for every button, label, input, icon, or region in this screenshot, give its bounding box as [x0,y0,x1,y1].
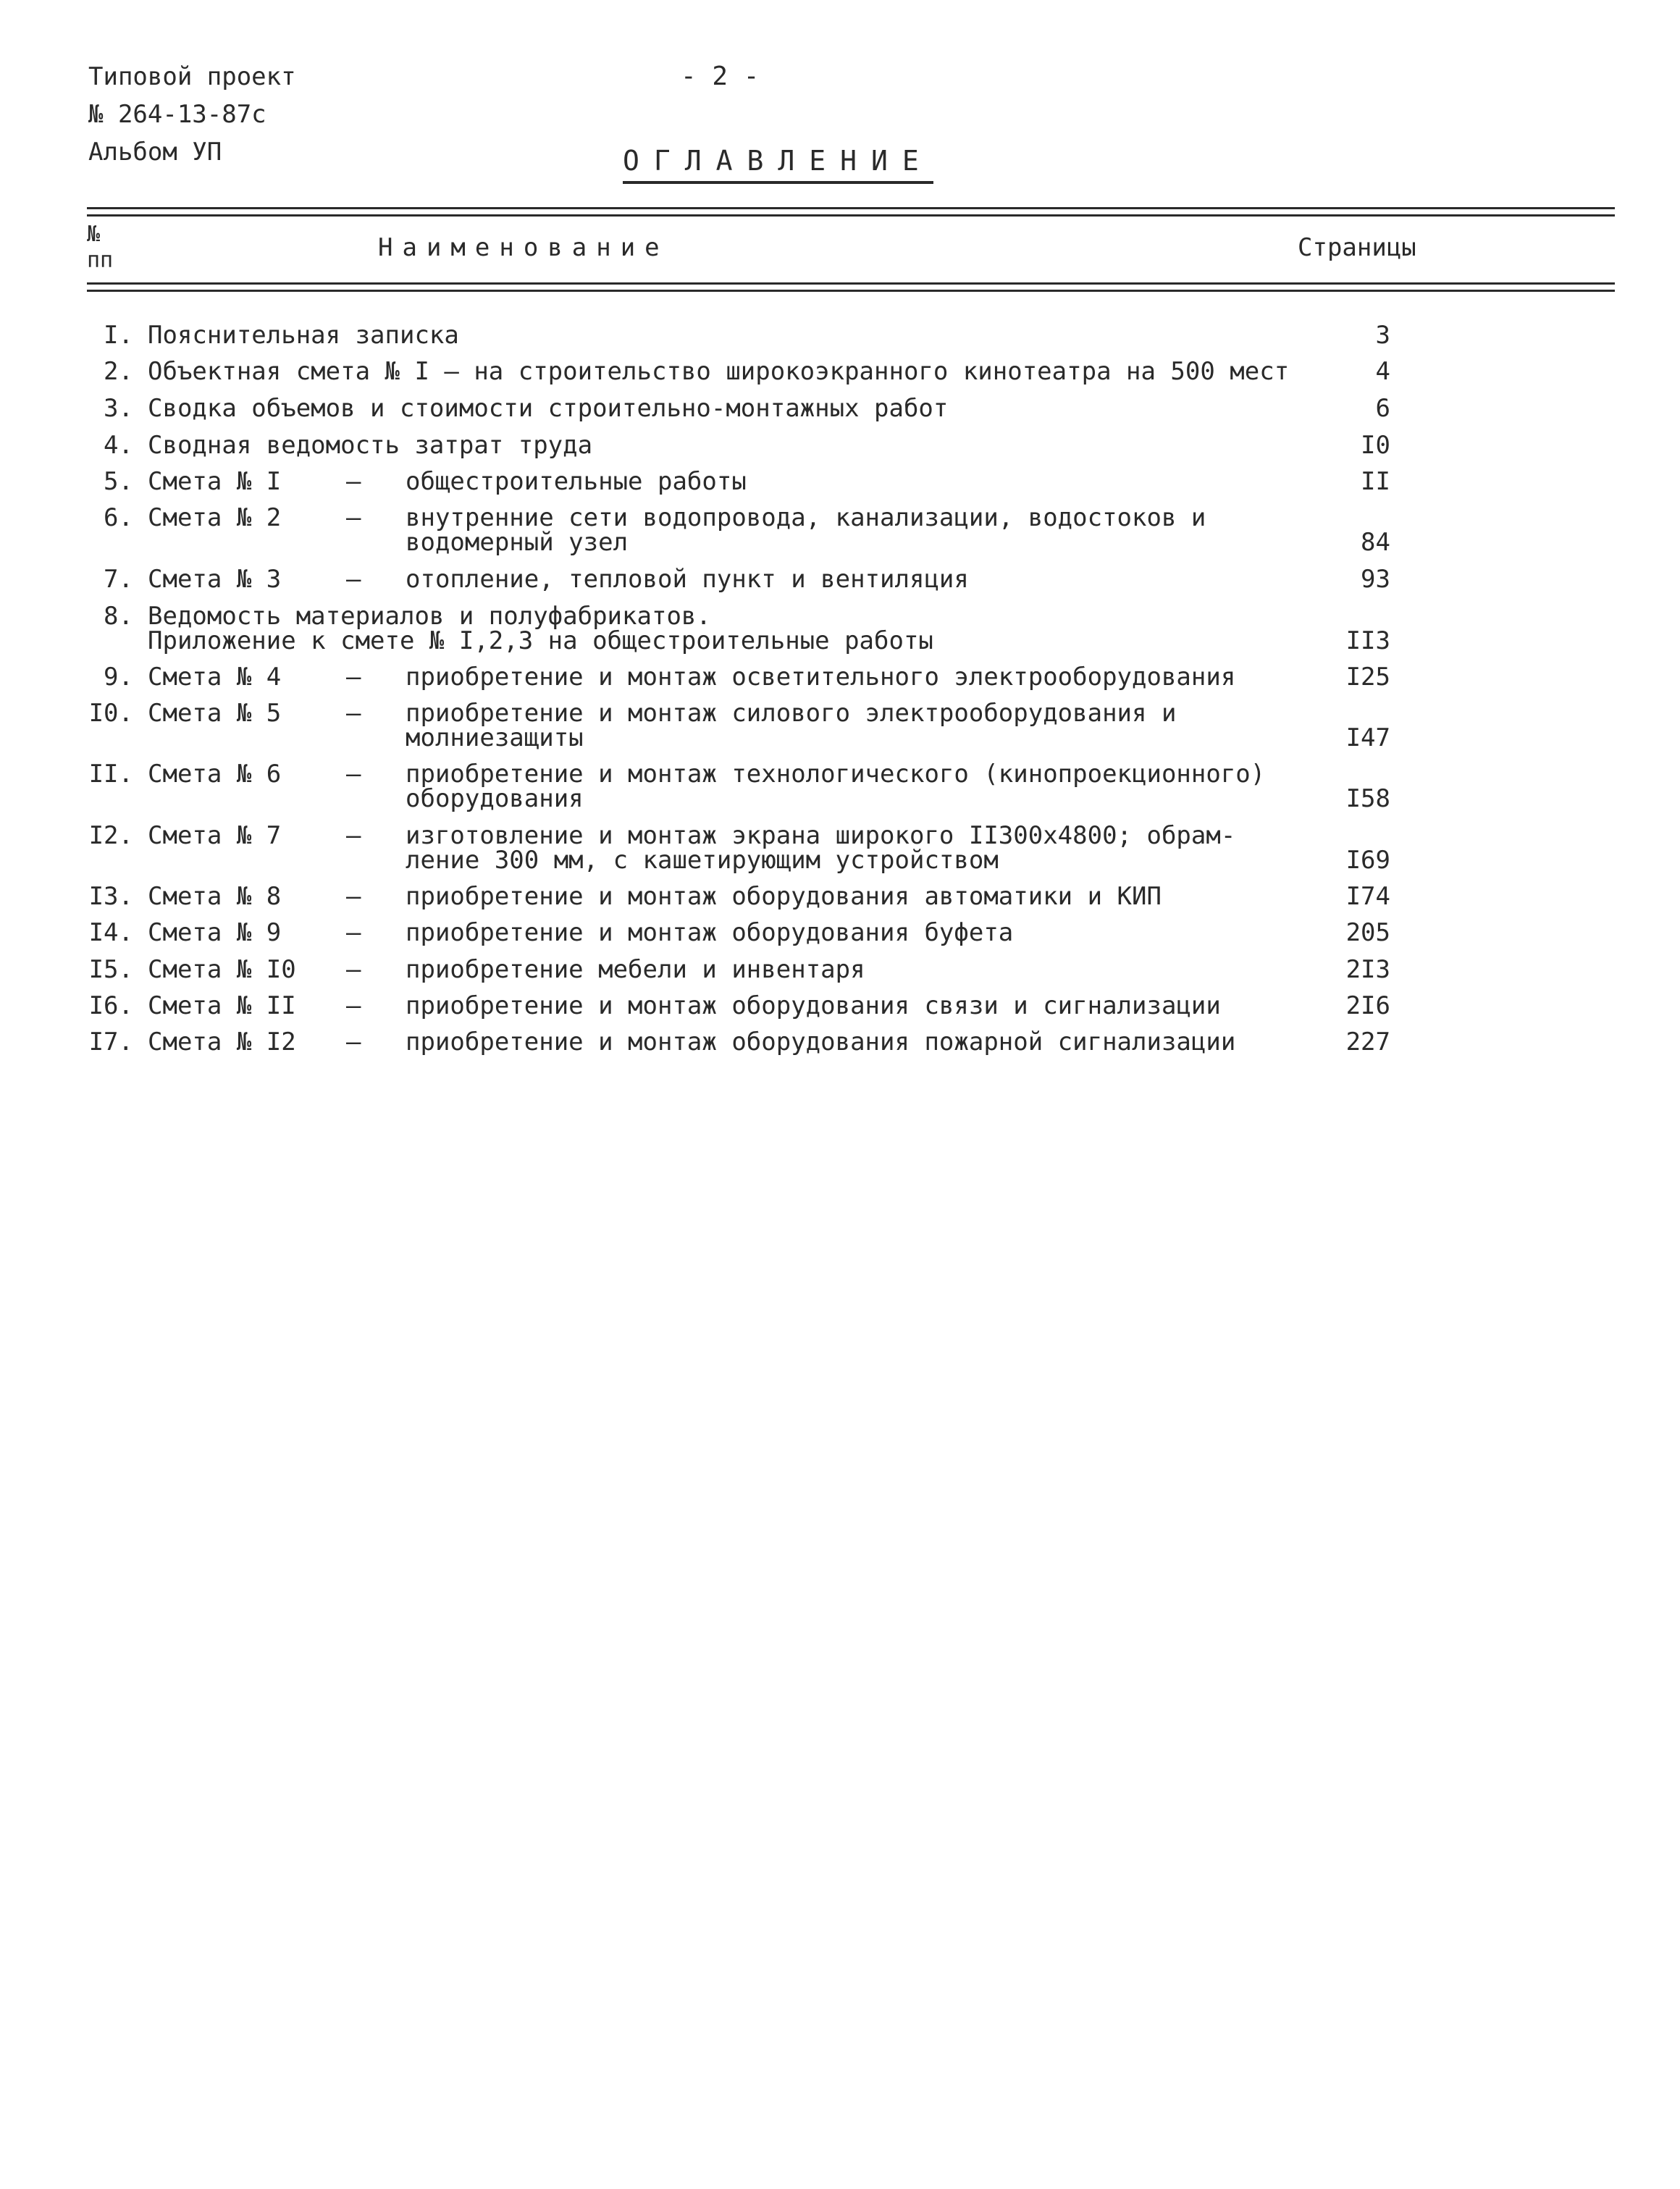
page-title: ОГЛАВЛЕНИЕ [623,142,933,184]
album-label: Альбом УП [88,138,222,167]
toc-row-description [406,663,1236,692]
toc-row-estimate: Смета № 2 [148,503,282,532]
toc-row-page: 205 [1345,918,1390,947]
toc-row-page: I0 [1361,431,1390,460]
toc-row-dash: – [346,991,361,1020]
toc-row-page: I69 [1345,846,1390,875]
double-rule-bottom-b [87,290,1615,292]
toc-row-label: Сводная ведомость затрат труда [148,431,593,460]
double-rule-bottom-a [87,282,1615,285]
toc-row-description-line: внутренние сети водопровода, канализации, водостоков и [406,503,1206,532]
toc-row-number: 8. [104,602,133,631]
toc-row-description-line: приобретение мебели и инвентаря [406,955,865,984]
toc-row-label: Объектная смета № I – на строительство широкоэкранного кинотеатра на 500 мест [148,357,1290,386]
toc-row-page: 4 [1375,357,1390,386]
column-header-pages: Страницы [1298,233,1416,262]
toc-row-description-line: приобретение и монтаж оборудования автоматики и КИП [406,882,1162,911]
toc-row-number: I4. [88,918,133,947]
toc-row-dash: – [346,955,361,984]
page-number: - 2 - [681,62,760,91]
toc-row-dash: – [346,1028,361,1056]
toc-row-page: I74 [1345,882,1390,911]
toc-row-description [406,701,1176,750]
toc-row-page: II [1361,467,1390,496]
toc-row-estimate: Смета № II [148,991,296,1020]
toc-row-page: I25 [1345,663,1390,692]
toc-row-estimate: Смета № 5 [148,699,282,728]
toc-row-description-line: приобретение и монтаж силового электрооборудования и [406,699,1177,728]
toc-row-number: 9. [104,663,133,692]
toc-row-dash: – [346,821,361,850]
toc-row-label: Пояснительная записка [148,321,459,350]
toc-row-page: 3 [1375,321,1390,350]
toc-row-description-line: оборудования [406,784,584,813]
toc-row-estimate: Смета № 9 [148,918,282,947]
toc-row-estimate: Смета № I2 [148,1028,296,1056]
column-header-number-abbrev: пп [87,248,114,273]
toc-row-description [406,884,1162,909]
toc-row-page: 6 [1375,394,1390,423]
toc-row-estimate: Смета № I [148,467,282,496]
toc-row-number: 3. [104,394,133,423]
toc-row-description-line: молниезащиты [406,723,584,752]
toc-row-description-line: приобретение и монтаж оборудования связи и сигнализации [406,991,1221,1020]
toc-row-estimate: Смета № 4 [148,663,282,692]
toc-row-description [406,762,1265,811]
toc-row-description [406,993,1221,1018]
toc-row-estimate: Смета № 6 [148,760,282,789]
toc-row-estimate: Смета № I0 [148,955,296,984]
double-rule-top-a [87,207,1615,209]
toc-row-dash: – [346,882,361,911]
toc-row-description-line: общестроительные работы [406,467,747,496]
toc-row-label-line: Ведомость материалов и полуфабрикатов. [148,602,711,631]
toc-row-number: 6. [104,503,133,532]
column-header-name: Наименование [378,233,669,262]
toc-row-description [406,920,1013,945]
toc-row-page: I47 [1345,723,1390,752]
toc-row-estimate: Смета № 8 [148,882,282,911]
toc-row-description-line: приобретение и монтаж оборудования пожарной сигнализации [406,1028,1236,1056]
double-rule-top-b [87,214,1615,217]
toc-row-dash: – [346,565,361,594]
toc-row-dash: – [346,503,361,532]
toc-row-page: II3 [1345,626,1390,655]
toc-row-label-line: Приложение к смете № I,2,3 на общестроительные работы [148,626,933,655]
toc-row-description-line: отопление, тепловой пункт и вентиляция [406,565,969,594]
toc-row-description [406,567,969,592]
toc-row-estimate: Смета № 3 [148,565,282,594]
toc-row-number: 7. [104,565,133,594]
toc-row-number: I5. [88,955,133,984]
toc-row-description-line: приобретение и монтаж технологического (кинопроекционного) [406,760,1266,789]
toc-row-dash: – [346,760,361,789]
toc-row-number: I. [104,321,133,350]
toc-row-number: 4. [104,431,133,460]
toc-row-label [148,604,933,653]
toc-row-description-line: ление 300 мм, с кашетирующим устройством [406,846,999,875]
toc-row-description-line: изготовление и монтаж экрана широкого II300х4800; обрам- [406,821,1236,850]
toc-row-page: 93 [1361,565,1390,594]
project-number: № 264-13-87с [88,100,266,129]
column-header-number [87,222,113,274]
toc-row-number: I6. [88,991,133,1020]
toc-row-description [406,469,747,494]
toc-row-page: 84 [1361,528,1390,557]
toc-row-description [406,505,1206,555]
toc-row-page: 227 [1345,1028,1390,1056]
project-type: Типовой проект [88,62,296,91]
toc-row-page: I58 [1345,784,1390,813]
toc-row-description [406,1030,1235,1054]
column-header-number-sign: № [87,222,101,247]
toc-row-description [406,957,865,982]
toc-row-description-line: водомерный узел [406,528,629,557]
toc-row-dash: – [346,663,361,692]
toc-row-number: II. [88,760,133,789]
toc-row-page: 2I3 [1345,955,1390,984]
toc-row-number: I3. [88,882,133,911]
toc-row-dash: – [346,467,361,496]
toc-row-description-line: приобретение и монтаж оборудования буфета [406,918,1014,947]
toc-row-dash: – [346,699,361,728]
toc-row-page: 2I6 [1345,991,1390,1020]
toc-row-number: I7. [88,1028,133,1056]
toc-row-number: I0. [88,699,133,728]
toc-row-estimate: Смета № 7 [148,821,282,850]
toc-row-label: Сводка объемов и стоимости строительно-монтажных работ [148,394,949,423]
toc-row-dash: – [346,918,361,947]
toc-row-number: 2. [104,357,133,386]
toc-row-description-line: приобретение и монтаж осветительного электрооборудования [406,663,1236,692]
project-header [88,58,296,171]
toc-row-number: 5. [104,467,133,496]
toc-row-number: I2. [88,821,133,850]
toc-row-description [406,823,1235,873]
